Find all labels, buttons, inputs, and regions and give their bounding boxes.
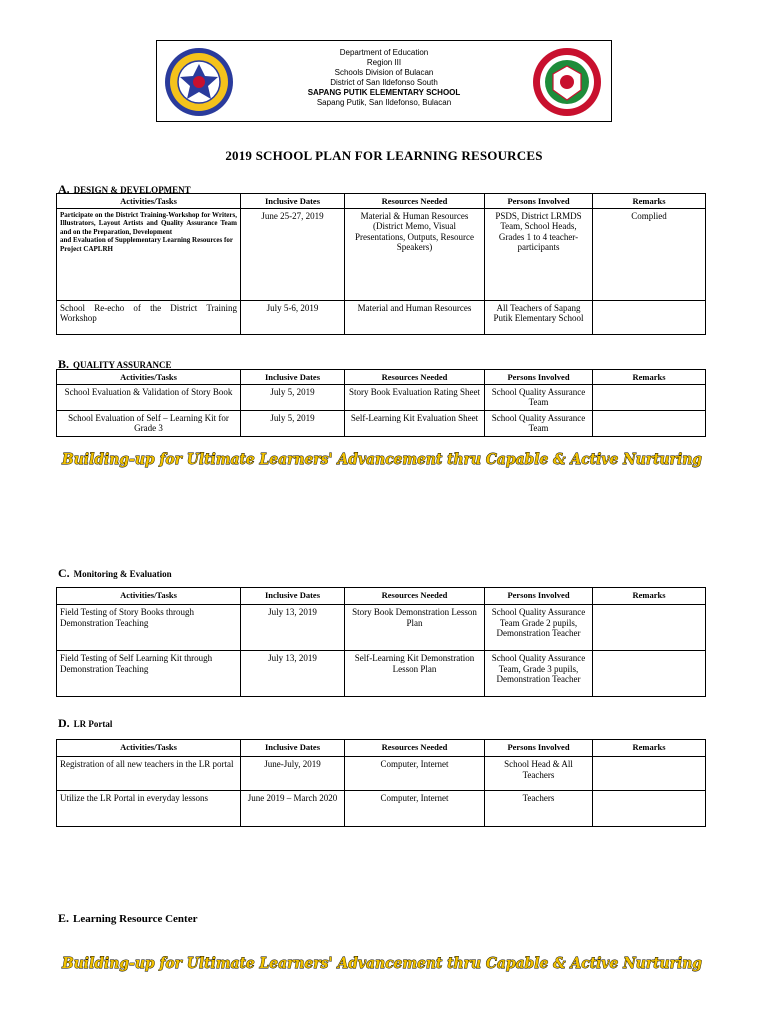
table-header-row <box>57 194 706 209</box>
activity-cell: Utilize the LR Portal in everyday lessons <box>57 791 241 827</box>
column-header: Inclusive Dates <box>241 194 345 209</box>
dates-cell: July 5, 2019 <box>241 384 345 410</box>
column-header: Remarks <box>593 370 706 385</box>
column-header: Persons Involved <box>485 194 593 209</box>
table-row <box>57 791 706 827</box>
school-slogan-banner <box>58 953 706 973</box>
design-development-table <box>56 193 706 335</box>
page-title: 2019 SCHOOL PLAN FOR LEARNING RESOURCES <box>225 148 543 163</box>
column-header: Inclusive Dates <box>241 740 345 757</box>
resources-cell: Material and Human Resources <box>345 300 485 334</box>
activity-cell: Registration of all new teachers in the LR portal <box>57 757 241 791</box>
monitoring-evaluation-table <box>56 587 706 697</box>
school-slogan-banner <box>58 449 706 469</box>
column-header: Resources Needed <box>345 370 485 385</box>
column-header: Persons Involved <box>485 588 593 605</box>
column-header: Resources Needed <box>345 194 485 209</box>
dates-cell: July 5, 2019 <box>241 410 345 436</box>
section-d-letter: D. <box>58 716 70 730</box>
persons-cell: School Quality Assurance Team <box>485 384 593 410</box>
table-row <box>57 605 706 651</box>
section-b-letter: B. <box>58 357 70 371</box>
section-c-heading <box>58 564 172 582</box>
activity-cell: Participate on the District Training-Workshop for Writers, Illustrators, Layout Artists and Quality Assurance Team and on the Preparation, Development and Evaluation of Supplementary Learning Resources for Project CAPLRH <box>57 208 241 300</box>
table-row <box>57 410 706 436</box>
section-b-label: QUALITY ASSURANCE <box>73 360 172 370</box>
column-header: Remarks <box>593 194 706 209</box>
remarks-cell <box>593 757 706 791</box>
section-a-letter: A. <box>58 182 70 196</box>
table-header-row <box>57 370 706 385</box>
table-row <box>57 757 706 791</box>
header-region: Region III <box>366 58 402 67</box>
column-header: Resources Needed <box>345 588 485 605</box>
school-seal-icon <box>531 46 603 118</box>
activity-cell: School Evaluation of Self – Learning Kit for Grade 3 <box>57 410 241 436</box>
dates-cell: June-July, 2019 <box>241 757 345 791</box>
table-header-row <box>57 588 706 605</box>
persons-cell: School Quality Assurance Team <box>485 410 593 436</box>
deped-seal-icon <box>163 46 235 118</box>
header-school-name: SAPANG PUTIK ELEMENTARY SCHOOL <box>307 88 461 97</box>
lr-portal-table <box>56 739 706 827</box>
section-e-letter: E. <box>58 911 70 925</box>
resources-cell: Material & Human Resources (District Memo, Visual Presentations, Outputs, Resource Speakers) <box>345 208 485 300</box>
resources-cell: Self-Learning Kit Demonstration Lesson Plan <box>345 651 485 697</box>
column-header: Inclusive Dates <box>241 588 345 605</box>
header-division: Schools Division of Bulacan <box>334 68 434 77</box>
column-header: Inclusive Dates <box>241 370 345 385</box>
resources-cell: Computer, Internet <box>345 757 485 791</box>
remarks-cell <box>593 384 706 410</box>
dates-cell: June 25-27, 2019 <box>241 208 345 300</box>
persons-cell: PSDS, District LRMDS Team, School Heads, Grades 1 to 4 teacher-participants <box>485 208 593 300</box>
quality-assurance-table <box>56 369 706 437</box>
persons-cell: School Quality Assurance Team Grade 2 pupils, Demonstration Teacher <box>485 605 593 651</box>
remarks-cell <box>593 605 706 651</box>
activity-cell: School Evaluation & Validation of Story Book <box>57 384 241 410</box>
slogan-text: Building-up for Ultimate Learners' Advancement thru Capable & Active Nurturing <box>61 450 702 468</box>
section-e-heading <box>58 909 197 927</box>
activity-cell: Field Testing of Self Learning Kit through Demonstration Teaching <box>57 651 241 697</box>
section-c-letter: C. <box>58 566 70 580</box>
persons-cell: School Quality Assurance Team, Grade 3 pupils, Demonstration Teacher <box>485 651 593 697</box>
section-d-heading <box>58 714 112 732</box>
header-department: Department of Education <box>339 48 429 57</box>
resources-cell: Story Book Demonstration Lesson Plan <box>345 605 485 651</box>
dates-cell: July 13, 2019 <box>241 651 345 697</box>
persons-cell: All Teachers of Sapang Putik Elementary School <box>485 300 593 334</box>
resources-cell: Story Book Evaluation Rating Sheet <box>345 384 485 410</box>
section-e-label: Learning Resource Center <box>73 913 198 925</box>
dates-cell: July 5-6, 2019 <box>241 300 345 334</box>
table-row <box>57 651 706 697</box>
slogan-text: Building-up for Ultimate Learners' Advancement thru Capable & Active Nurturing <box>61 954 702 972</box>
activity-cell: School Re-echo of the District Training Workshop <box>57 300 241 334</box>
column-header: Activities/Tasks <box>57 740 241 757</box>
section-c-label: Monitoring & Evaluation <box>73 569 172 579</box>
header-address: Sapang Putik, San Ildefonso, Bulacan <box>316 98 452 107</box>
column-header: Activities/Tasks <box>57 588 241 605</box>
persons-cell: Teachers <box>485 791 593 827</box>
column-header: Persons Involved <box>485 370 593 385</box>
activity-cell: Field Testing of Story Books through Demonstration Teaching <box>57 605 241 651</box>
remarks-cell <box>593 651 706 697</box>
resources-cell: Computer, Internet <box>345 791 485 827</box>
remarks-cell <box>593 791 706 827</box>
column-header: Remarks <box>593 740 706 757</box>
header-district: District of San Ildefonso South <box>330 78 438 87</box>
table-row <box>57 208 706 300</box>
column-header: Persons Involved <box>485 740 593 757</box>
persons-cell: School Head & All Teachers <box>485 757 593 791</box>
table-header-row <box>57 740 706 757</box>
table-row <box>57 384 706 410</box>
dates-cell: June 2019 – March 2020 <box>241 791 345 827</box>
letterhead <box>156 40 612 122</box>
column-header: Activities/Tasks <box>57 370 241 385</box>
remarks-cell <box>593 410 706 436</box>
resources-cell: Self-Learning Kit Evaluation Sheet <box>345 410 485 436</box>
letterhead-text <box>247 48 521 108</box>
table-row <box>57 300 706 334</box>
remarks-cell <box>593 300 706 334</box>
column-header: Remarks <box>593 588 706 605</box>
section-d-label: LR Portal <box>73 719 113 729</box>
column-header: Resources Needed <box>345 740 485 757</box>
dates-cell: July 13, 2019 <box>241 605 345 651</box>
column-header: Activities/Tasks <box>57 194 241 209</box>
section-a-label: DESIGN & DEVELOPMENT <box>73 185 191 195</box>
remarks-cell: Complied <box>593 208 706 300</box>
